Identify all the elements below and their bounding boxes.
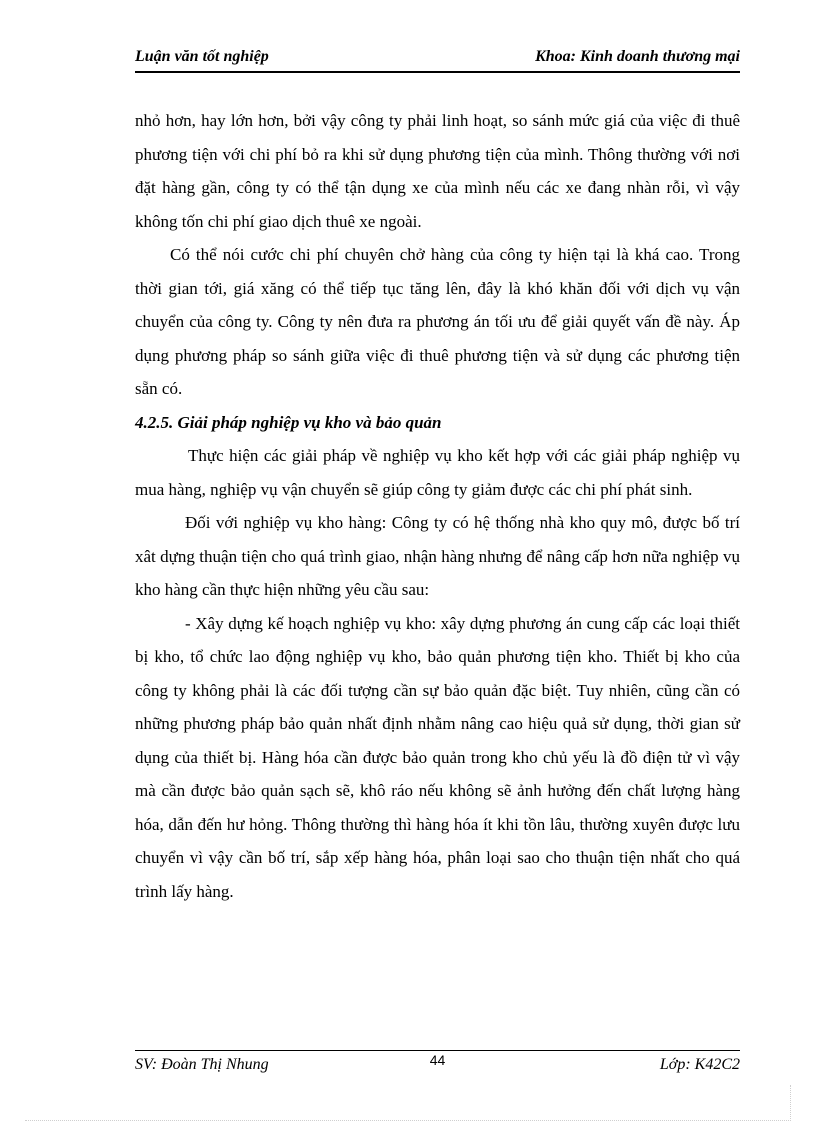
paragraph-fuel-cost: Có thể nói cước chi phí chuyên chở hàng của công ty hiện tại là khá cao. Trong thời gian tới, giá xăng có thể tiếp tục tăng lên, đây là khó khăn đối với dịch vụ vận chuyển của công ty. Công ty nên đưa ra phương án tối ưu để giải quyết vấn đề này. Áp dụng phương pháp so sánh giữa việc đi thuê phương tiện và sử dụng các phương tiện sẵn có. — [135, 245, 740, 398]
paragraph-warehouse-system: Đối với nghiệp vụ kho hàng: Công ty có hệ thống nhà kho quy mô, được bố trí xât dựng thuận tiện cho quá trình giao, nhận hàng nhưng để nâng cấp hơn nữa nghiệp vụ kho hàng cần thực hiện những yêu cầu sau: — [135, 513, 740, 599]
footer-student: SV: Đoàn Thị Nhung — [135, 1056, 269, 1073]
page-header — [135, 48, 740, 70]
header-faculty: Khoa: Kinh doanh thương mại — [535, 48, 740, 65]
paragraph-warehouse-solutions: Thực hiện các giải pháp về nghiệp vụ kho kết hợp với các giải pháp nghiệp vụ mua hàng, nghiệp vụ vận chuyển sẽ giúp công ty giảm được các chi phí phát sinh. — [135, 446, 740, 499]
paragraph-transport-cost: nhỏ hơn, hay lớn hơn, bởi vậy công ty phải linh hoạt, so sánh mức giá của việc đi thuê phương tiện với chi phí bỏ ra khi sử dụng phương tiện của mình. Thông thường với nơi đặt hàng gần, công ty có thể tận dụng xe của mình nếu các xe đang nhàn rỗi, vì vậy không tốn chi phí giao dịch thuê xe ngoài. — [135, 111, 740, 231]
section-heading: 4.2.5. Giải pháp nghiệp vụ kho và bảo quản — [135, 412, 442, 432]
header-rule — [135, 71, 740, 73]
page-footer — [135, 1054, 740, 1078]
paragraph-warehouse-plan: - Xây dựng kế hoạch nghiệp vụ kho: xây dựng phương án cung cấp các loại thiết bị kho, tổ chức lao động nghiệp vụ kho, bảo quản phương tiện kho. Thiết bị kho của công ty không phải là các đối tượng cần sự bảo quản đặc biệt. Tuy nhiên, cũng cần có những phương pháp bảo quản nhất định nhằm nâng cao hiệu quả sử dụng, thời gian sử dụng của thiết bị. Hàng hóa cần được bảo quản trong kho chủ yếu là đồ điện tử vì vậy mà cần được bảo quản sạch sẽ, khô ráo nếu không sẽ ảnh hưởng đến chất lượng hàng hóa, dẫn đến hư hỏng. Thông thường thì hàng hóa ít khi tồn lâu, thường xuyên được lưu chuyển vì vậy cần bố trí, sắp xếp hàng hóa, phân loại sao cho thuận tiện nhất cho quá trình lấy hàng. — [135, 613, 740, 901]
header-thesis-title: Luận văn tốt nghiệp — [135, 48, 269, 65]
footer-class: Lớp: K42C2 — [659, 1056, 740, 1073]
page-body — [135, 104, 740, 908]
page-edge-dotted-line — [25, 1120, 791, 1121]
page-number: 44 — [429, 1052, 446, 1068]
footer-rule — [135, 1050, 740, 1051]
page-corner-dotted-line — [790, 1085, 791, 1121]
